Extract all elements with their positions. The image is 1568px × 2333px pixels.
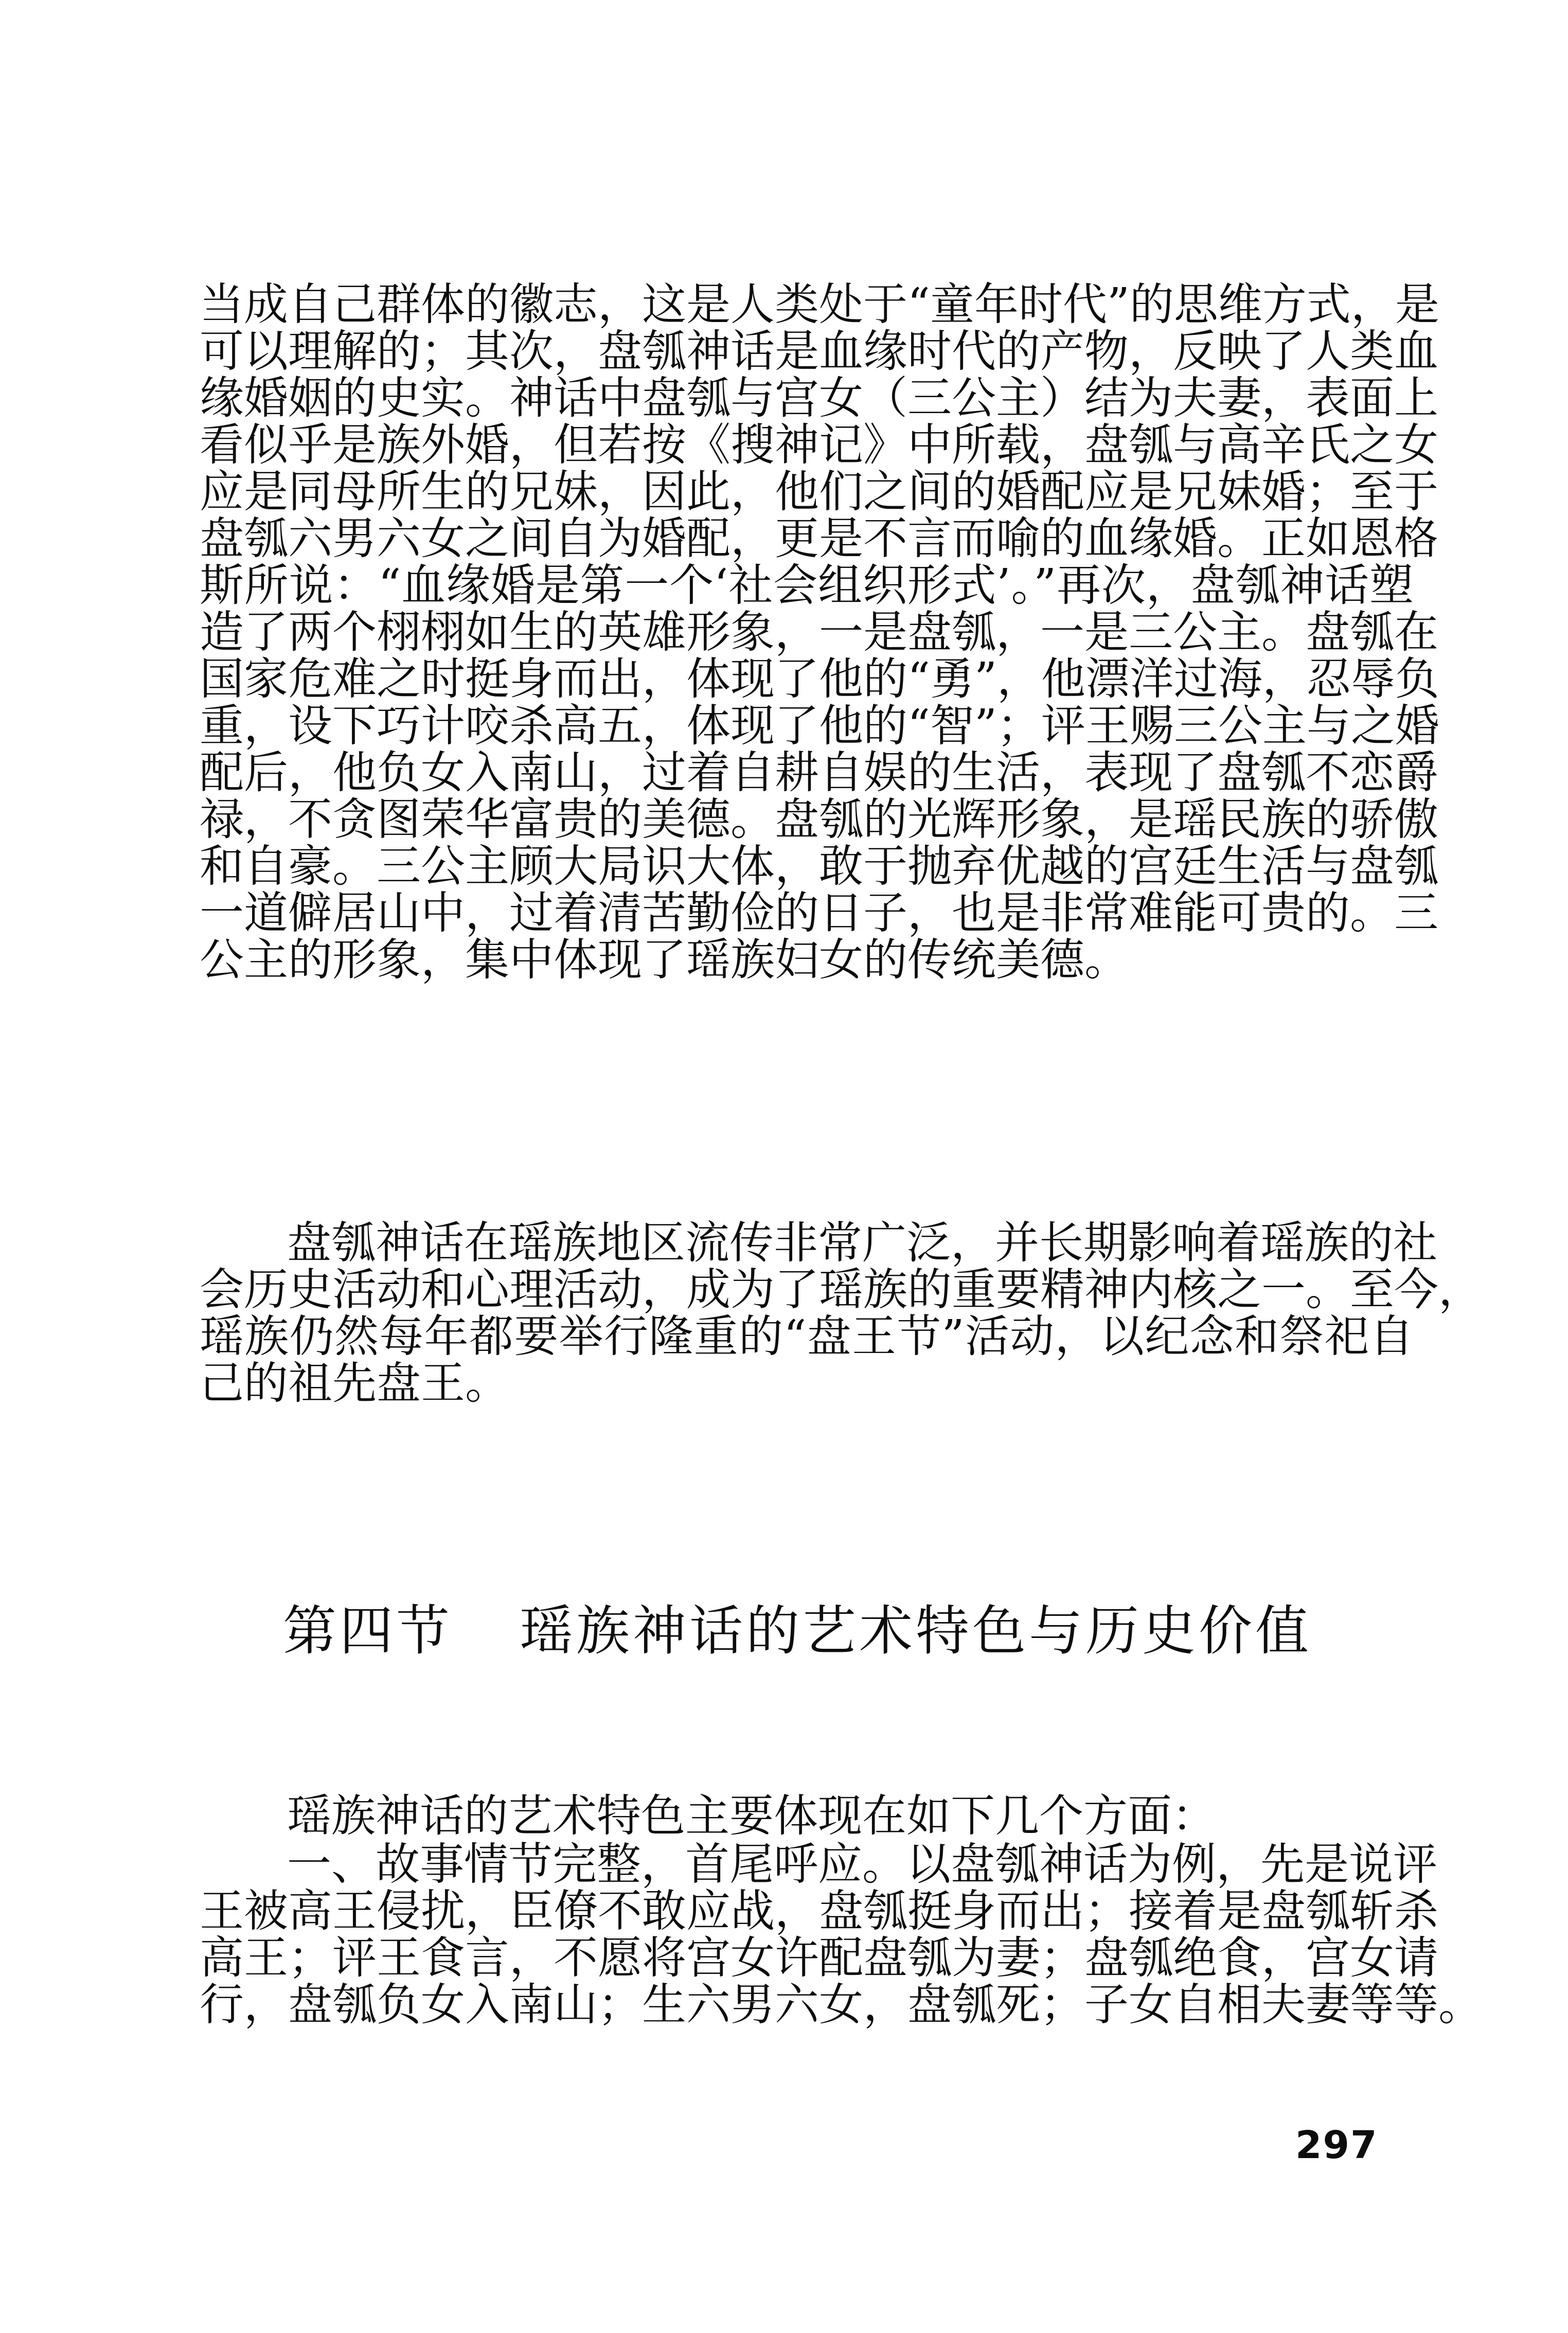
text-line: 瑶族神话的艺术特色主要体现在如下几个方面： [287,1790,1216,1842]
text-line: 会历史活动和心理活动，成为了瑶族的重要精神内核之一。至今， [200,1264,1483,1315]
text-line: 看似乎是族外婚，但若按《搜神记》中所载，盘瓠与高辛氏之女 [200,419,1438,471]
text-line: 一道僻居山中，过着清苦勤俭的日子，也是非常难能可贵的。三 [200,887,1438,939]
text-line: 禄，不贪图荣华富贵的美德。盘瓠的光辉形象，是瑶民族的骄傲 [200,794,1438,845]
text-line: 行，盘瓠负女入南山；生六男六女，盘瓠死；子女自相夫妻等等。 [200,1979,1483,2031]
text-line: 应是同母所生的兄妹，因此，他们之间的婚配应是兄妹婚；至于 [200,466,1438,518]
paragraph-pan-wang-festival [200,1217,1483,1409]
text-line: 缘婚姻的史实。神话中盘瓠与宫女（三公主）结为夫妻，表面上 [200,372,1438,424]
text-line: 可以理解的；其次，盘瓠神话是血缘时代的产物，反映了人类血 [200,326,1438,377]
text-line: 当成自己群体的徽志，这是人类处于“童年时代”的思维方式，是 [200,279,1439,330]
text-line: 配后，他负女入南山，过着自耕自娱的生活，表现了盘瓠不恋爵 [200,747,1438,798]
text-line: 重，设下巧计咬杀高五，体现了他的“智”；评王赐三公主与之婚 [200,700,1439,752]
text-line: 造了两个栩栩如生的英雄形象，一是盘瓠，一是三公主。盘瓠在 [200,607,1438,658]
page-number: 297 [1295,2123,1378,2167]
text-line: 一、故事情节完整，首尾呼应。以盘瓠神话为例，先是说评 [287,1839,1437,1890]
text-line: 瑶族仍然每年都要举行隆重的“盘王节”活动，以纪念和祭祀自 [200,1311,1414,1362]
section-heading [283,1600,1312,1662]
section-title-text: 瑶族神话的艺术特色与历史价值 [520,1599,1312,1662]
paragraph-pan-hu-analysis [200,279,1439,986]
text-line: 盘瓠神话在瑶族地区流传非常广泛，并长期影响着瑶族的社 [287,1217,1437,1269]
text-line: 高王；评王食言，不愿将宫女许配盘瓠为妻；盘瓠绝食，宫女请 [200,1932,1438,1984]
text-line: 斯所说：“血缘婚是第一个‘社会组织形式’。”再次，盘瓠神话塑 [200,560,1414,611]
text-line: 公主的形象，集中体现了瑶族妇女的传统美德。 [200,934,1129,986]
text-line: 国家危难之时挺身而出，体现了他的“勇”，他漂洋过海，忍辱负 [200,653,1439,705]
paragraph-point-one [200,1839,1483,2031]
text-line: 盘瓠六男六女之间自为婚配，更是不言而喻的血缘婚。正如恩格 [200,513,1438,564]
text-line: 王被高王侵扰，臣僚不敢应战，盘瓠挺身而出；接着是盘瓠斩杀 [200,1885,1438,1937]
paragraph-intro [200,1790,1414,1842]
text-line: 和自豪。三公主顾大局识大体，敢于抛弃优越的宫廷生活与盘瓠 [200,841,1438,892]
section-number: 第四节 [283,1599,453,1662]
text-line: 己的祖先盘王。 [200,1358,509,1409]
